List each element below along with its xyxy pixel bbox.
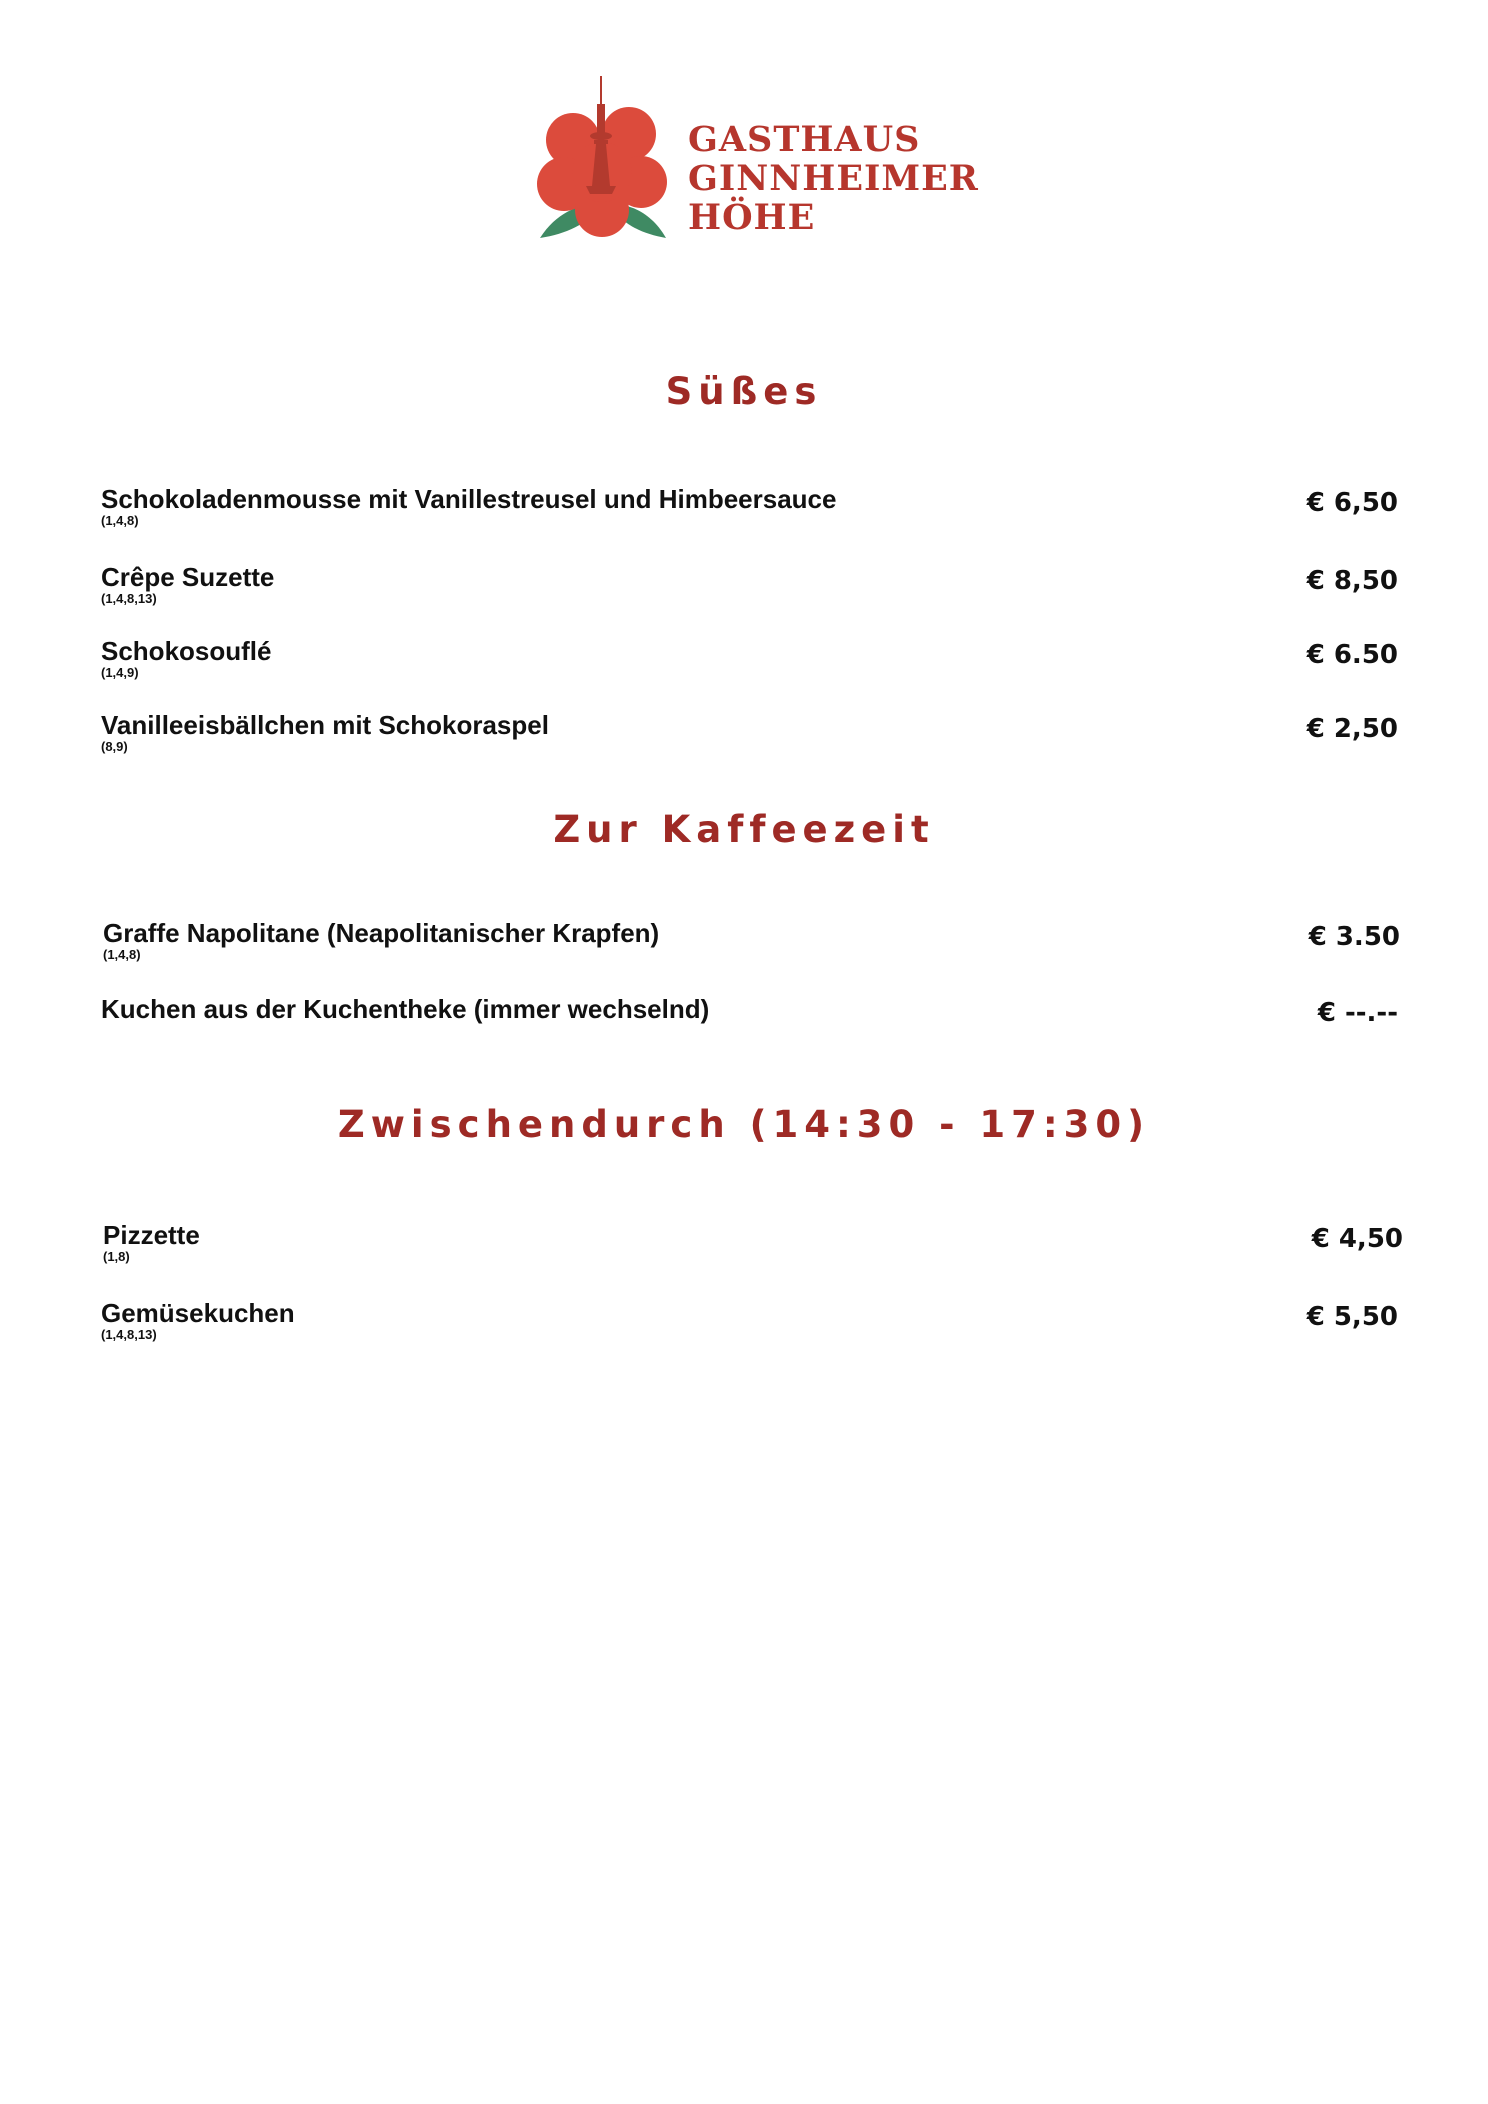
item-price: € 8,50 bbox=[1306, 566, 1398, 596]
menu-item bbox=[101, 1298, 1401, 1342]
menu-item bbox=[103, 1220, 1403, 1264]
logo-line-1: GASTHAUS bbox=[688, 119, 921, 160]
item-name: Graffe Napolitane (Neapolitanischer Krapfen) bbox=[103, 918, 660, 948]
logo-text bbox=[688, 120, 979, 237]
item-price: € 4,50 bbox=[1311, 1224, 1403, 1254]
menu-item bbox=[103, 918, 1403, 962]
item-price: € 6,50 bbox=[1306, 488, 1398, 518]
logo-line-3: HÖHE bbox=[688, 197, 816, 238]
item-price: € --.-- bbox=[1317, 998, 1398, 1028]
menu-item bbox=[101, 636, 1401, 680]
item-allergens: (1,4,8,13) bbox=[101, 1327, 157, 1342]
item-name: Schokosouflé bbox=[101, 636, 272, 666]
item-price: € 2,50 bbox=[1306, 714, 1398, 744]
item-name: Pizzette bbox=[103, 1220, 200, 1250]
item-allergens: (1,4,8,13) bbox=[101, 591, 157, 606]
item-name: Schokoladenmousse mit Vanillestreusel und Himbeersauce bbox=[101, 484, 837, 514]
logo-line-2: GINNHEIMER bbox=[688, 158, 979, 199]
item-name: Crêpe Suzette bbox=[101, 562, 275, 592]
menu-item bbox=[101, 710, 1401, 754]
section-title-zwischendurch: Zwischendurch (14:30 - 17:30) bbox=[337, 1103, 1151, 1146]
item-name: Vanilleeisbällchen mit Schokoraspel bbox=[101, 710, 549, 740]
menu-item bbox=[101, 994, 1401, 1028]
item-price: € 6.50 bbox=[1306, 640, 1398, 670]
menu-item bbox=[101, 484, 1401, 528]
item-name: Kuchen aus der Kuchentheke (immer wechselnd) bbox=[101, 994, 710, 1024]
item-allergens: (1,4,9) bbox=[101, 665, 139, 680]
logo bbox=[530, 74, 979, 250]
item-allergens: (1,8) bbox=[103, 1249, 130, 1264]
hibiscus-tower-icon bbox=[530, 74, 680, 250]
section-title-kaffeezeit: Zur Kaffeezeit bbox=[553, 808, 935, 851]
menu-item bbox=[101, 562, 1401, 606]
item-name: Gemüsekuchen bbox=[101, 1298, 295, 1328]
item-price: € 5,50 bbox=[1306, 1302, 1398, 1332]
item-allergens: (1,4,8) bbox=[103, 947, 141, 962]
item-price: € 3.50 bbox=[1308, 922, 1400, 952]
item-allergens: (8,9) bbox=[101, 739, 128, 754]
item-allergens: (1,4,8) bbox=[101, 513, 139, 528]
section-title-suesses: Süßes bbox=[665, 370, 823, 413]
